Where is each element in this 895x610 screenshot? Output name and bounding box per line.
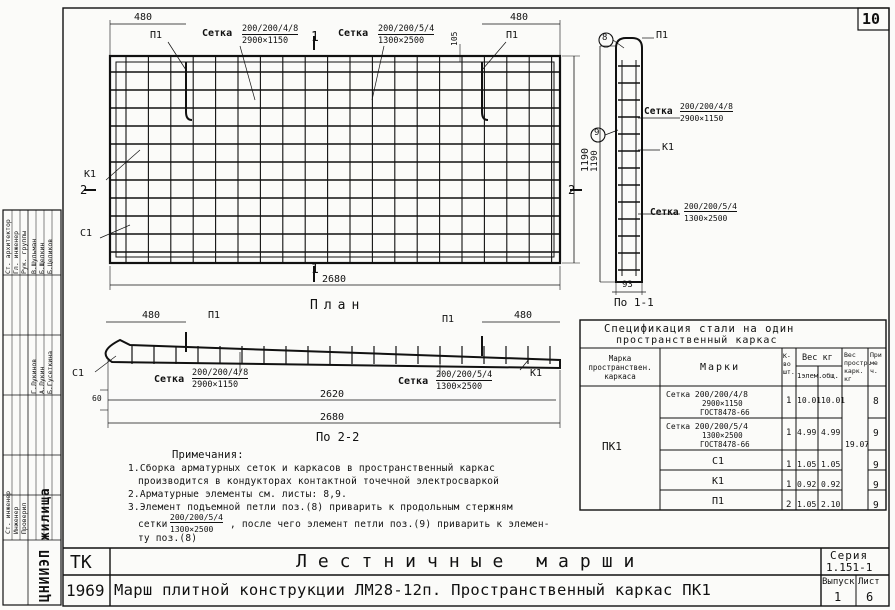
spec-row-wt: 1.05 [821,460,841,469]
spec-row-note: 9 [873,480,879,491]
sec22-dim-480-right: 480 [514,310,533,321]
note-line-5b: , после чего элемент петли поз.(9) приварить к элемен- [230,519,550,530]
stamp-role: Ст. инженер [4,490,12,534]
plan-dim-480-right: 480 [510,12,529,23]
sec22-mesh2-top: 200/200/5/4 [436,370,493,380]
sec11-mesh2-top: 200/200/5/4 [684,202,737,211]
plan-mesh1-top: 200/200/4/8 [242,24,299,34]
note-fraction-bottom: 1300×2500 [170,525,214,534]
spec-row-mark: К1 [712,476,725,487]
sec22-dim-2620: 2620 [320,389,345,400]
plan-tag-c1: С1 [80,228,93,239]
spec-row-gost: ГОСТ8478-66 [700,440,750,449]
lifting-loop-right [482,62,488,120]
spec-row-mark: С1 [712,456,725,467]
sec22-dim-2680: 2680 [320,412,345,423]
tb-org: ТК [70,552,92,573]
sec11-mesh2-label: Сетка [650,207,679,218]
plan-mesh2-top: 200/200/5/4 [378,24,435,34]
note-line-3: 2.Арматурные элементы см. листы: 8,9. [128,489,348,500]
plan-title: План [310,298,366,313]
stamp-role: Рук. группы [20,230,28,274]
stamp-name: В.Шульман [30,238,38,274]
spec-row-w1: 1.05 [797,500,817,509]
stamp-role: Гл. инженер [12,230,20,274]
plan-section-2-left: 2 [80,183,88,197]
stamp-name: Г.Лукинов [30,358,38,394]
plan-dim-105: 105 [450,31,459,46]
spec-row-note: 9 [873,460,879,471]
note-line-4: 3.Элемент подъемной петли поз.(8) приварить к продольным стержням [128,502,513,513]
spec-row-qty: 1 [786,480,792,490]
plan-mesh2-bottom: 1300×2500 [378,36,425,46]
sec11-tag-k1: К1 [662,142,675,153]
plan-inner-outline [116,62,554,257]
stamp-role: Проверил [20,502,28,534]
tb-desc: Марш плитной конструкции ЛМ28-12п. Пространственный каркас ПК1 [114,581,712,599]
spec-row-qty: 1 [786,460,792,470]
plan-tag-p1-left: П1 [150,30,163,41]
sec22-mesh2-label: Сетка [398,376,429,387]
stamp-name: Б.Гусеткина [46,350,54,394]
spec-h-frame-weight: Вес простр. карк. кг [844,351,872,383]
sec11-title: По 1-1 [614,296,654,309]
spec-row-gost: ГОСТ8478-66 [700,408,750,417]
plan-outline [110,56,560,263]
plan-dim-2680: 2680 [322,274,347,285]
spec-h-w1: 1элем. [797,372,823,380]
plan-tag-k1: К1 [84,169,97,180]
spec-row-mark-size: 2900×1150 [702,399,743,408]
notes-heading: Примечания: [172,449,244,461]
sec22-mesh1-top: 200/200/4/8 [192,368,249,378]
plan-section-1-bottom: 1 [311,262,319,277]
tb-sheet-label: Лист [858,577,880,587]
note-line-5a: сетки [138,519,168,530]
tb-sheet-value: 6 [866,590,874,604]
tb-issue-label: Выпуск [822,577,855,587]
spec-title-2: пространственный каркас [616,335,778,346]
spec-h-frame: Марка пространствен. каркаса [588,354,652,381]
spec-h-weight: Вес кг [802,353,833,363]
tb-issue-value: 1 [834,590,842,604]
sec22-tag-p1-left: П1 [208,310,221,321]
spec-row-wt: 4.99 [821,428,841,437]
sec11-mesh1-top: 200/200/4/8 [680,102,733,111]
plan-tag-p1-right: П1 [506,30,519,41]
plan-mesh1-bottom: 2900×1150 [242,36,289,46]
sec11-dim-1190: 1190 [590,150,600,172]
plan-mesh1-label: Сетка [202,28,233,39]
stamp-name: Б.Целиков [46,238,54,274]
tb-series-value: 1.151-1 [826,561,873,574]
note-line-2: производится в кондукторах контактной точечной электросваркой [138,476,500,487]
plan-view [84,20,582,290]
spec-row-qty: 1 [786,428,792,438]
spec-row-note: 9 [873,428,879,439]
note-fraction-top: 200/200/5/4 [170,513,223,522]
tb-series-label: Серия [830,549,869,562]
sec11-mesh1-label: Сетка [644,106,673,117]
sec11-dim-93: 93 [622,280,633,290]
stamp-role: Ст. архитектор [4,219,12,274]
sec11-pos8: 8 [602,33,608,43]
spec-row-note: 8 [873,396,879,407]
sec11-mesh1-bottom: 2900×1150 [680,114,724,123]
spec-title-1: Спецификация стали на один [604,323,795,335]
sec11-mesh2-bottom: 1300×2500 [684,214,728,223]
plan-mesh2-label: Сетка [338,28,369,39]
spec-row-w1: 1.05 [797,460,817,469]
sec11-pos9: 9 [594,128,600,138]
spec-row-mark: Сетка 200/200/5/4 [666,422,748,431]
spec-row-mark: П1 [712,496,725,507]
spec-row-wt: 2.10 [821,500,841,509]
spec-row-w1: 4.99 [797,428,817,437]
sec22-tag-k1: К1 [530,368,543,379]
spec-row-w1: 10.01 [797,396,822,405]
spec-h-wt: общ. [822,372,839,380]
section11-bars [618,66,640,270]
spec-h-marks: Марки [700,362,741,373]
spec-frame-weight: 19.07 [845,440,870,449]
spec-h-note: Примеч. [870,351,882,375]
plan-longitudinal-bars [110,72,560,252]
section22-bars [132,346,550,364]
tb-logo: ЦНИИЭП жилища [38,487,53,602]
plan-dim-1190: 1190 [580,147,591,172]
sec11-tag-p1: П1 [656,30,669,41]
note-line-6: ту поз.(8) [138,533,198,544]
plan-cross-bars [126,56,552,263]
sec22-dim-480-left: 480 [142,310,161,321]
plan-dim-480-left: 480 [134,12,153,23]
note-line-1: 1.Сборка арматурных сеток и каркасов в пространственный каркас [128,463,496,474]
sec22-tag-p1-right: П1 [442,314,455,325]
stamp-name: А.Лукин [38,366,46,394]
spec-row-qty: 1 [786,396,792,406]
sec22-title: По 2-2 [316,430,360,444]
spec-row-w1: 0.92 [797,480,817,489]
spec-row-mark: Сетка 200/200/4/8 [666,390,748,399]
section11-outline [616,38,642,282]
spec-row-wt: 10.01 [821,396,846,405]
sec22-tag-c1: С1 [72,368,85,379]
spec-row-qty: 2 [786,500,792,510]
spec-frame-mark: ПК1 [602,440,622,453]
sec22-mesh1-label: Сетка [154,374,185,385]
spec-row-wt: 0.92 [821,480,841,489]
tb-year: 1969 [66,581,105,600]
lifting-loop-left [186,62,192,120]
sheet-number: 10 [862,10,881,28]
sec22-dim-60: 60 [92,394,102,403]
section-1-1-view [591,33,680,295]
sec22-mesh1-bottom: 2900×1150 [192,380,239,390]
spec-row-note: 9 [873,500,879,511]
plan-section-2-right: 2 [568,183,576,197]
tb-title: Лестничные марши [296,551,646,572]
spec-row-mark-size: 1300×2500 [702,431,743,440]
stamp-name: Б.Щелкин [38,242,46,274]
sec22-mesh2-bottom: 1300×2500 [436,382,483,392]
section22-outline [106,340,560,368]
stamp-role: Инженер [12,506,20,534]
plan-section-1-top: 1 [311,30,319,45]
spec-h-qty: К-во шт. [783,352,795,376]
